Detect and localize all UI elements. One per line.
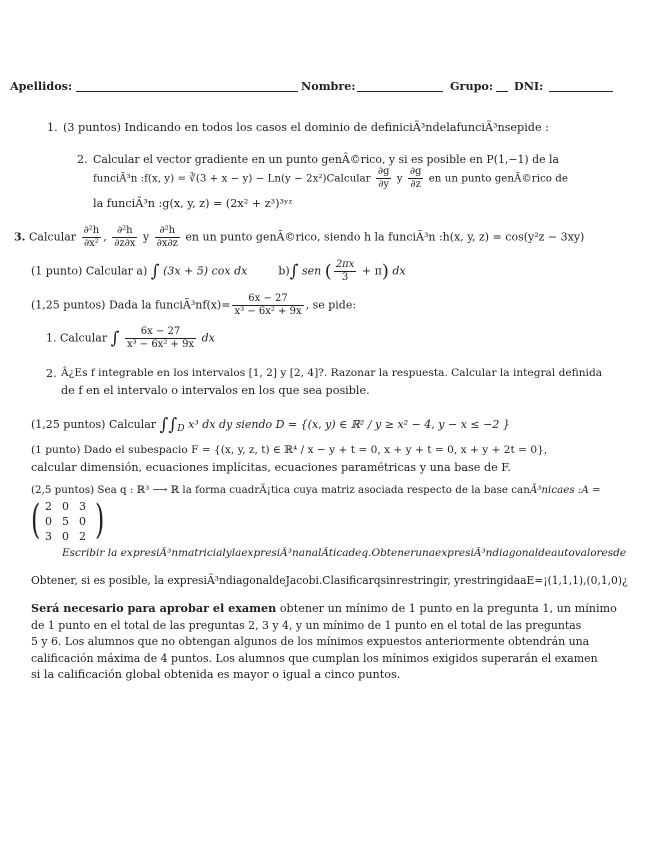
grupo-blank [496,91,508,92]
question-line-text: en un punto genÃ©rico, siendo h la funciÃ³n :h(x, y, z) = cos(y²z − 3xy) [185,230,585,244]
fraction: $\frac{2\pi x}{3}$ [335,259,355,283]
partial-fraction: $\frac{\partial g}{\partial z}$ [409,166,422,190]
question-line: calcular dimensión, ecuaciones implícitas, ecuaciones paramétricas y una base de F. [31,461,511,474]
final-note-line: de 1 punto en el total de las preguntas 2, 3 y 4, y un mínimo de 1 punto en el total de las preguntas [31,618,582,632]
question-4: (1 punto) Calcular a) ∫ (3x + 5) cox dx b)∫ sen ( $\frac{2\pi x}{3}$ + π) dx [31,259,406,283]
partial-fraction: $\frac{\text{∂²h}}{\partial x\partial z}$ [156,225,178,249]
double-integral-sign: ∫∫ [159,415,178,435]
final-note-line: 5 y 6. Los alumnos que no obtengan algunos de los mínimos expuestos anteriormente obtendrán una [31,635,590,648]
partial-fraction: $\frac{\text{∂²h}}{\partial z\partial x}$ [114,225,136,249]
apellidos-blank [76,91,298,92]
question-line-text: funciÃ³n :f(x, y) = ∛(3 + x − y) − Ln(y − 2x²)Calcular [93,172,371,185]
question-text: (3 puntos) Indicando en todos los casos el dominio de definiciÃ³ndelafunciÃ³nsepide : [63,121,549,134]
final-note-lead: Será necesario para aprobar el examen [31,601,277,615]
item-line: de f en el intervalo o intervalos en los que sea posible. [61,384,370,397]
question-line: funciÃ³n :f(x, y) = ∛(3 + x − y) − Ln(y − 2x²)Calcular $\frac{\partial g}{\partial y}$ y $\frac{\partial g}{\partial z}$ en un punto genÃ©rico de [93,166,568,190]
question-line: (1 punto) Dado el subespacio F = {(x, y, z, t) ∈ ℝ⁴ / x − y + t = 0, x + y + t = 0, x + y + 2t = 0}, [31,444,548,456]
integral-sign: ∫ [150,261,160,282]
matrix-row [45,499,86,514]
fraction: $\frac{6x - 27}{\text{x³ − 6x² + 9x}}$ [234,293,302,317]
nombre-label: Nombre: [301,79,356,93]
final-note: Será necesario para aprobar el examen obtener un mínimo de 1 punto en la pregunta 1, un mínimo de 1 punto en el total de las preguntas 2, 3 y 4, y un mínimo de 1 punto en el total de las preguntas 5 y 6. Los alumnos que no obtengan algunos de los mínimos expuestos anteriormente obtendrán una calificación máxima de 4 puntos. Los alumnos que cumplan los mínimos exigidos superarán el examen si la calificación global obtenida es mayor o igual a cinco puntos. [31,600,597,684]
matrix-cell: 3 [45,530,52,543]
final-note-line: si la calificación global obtenida es mayor o igual a cinco puntos. [31,668,401,681]
question-line: la funciÃ³n :g(x, y, z) = (2x² + z³)³ʸᶻ [93,197,293,210]
item-number: 1. [46,331,57,345]
matrix-cell: 5 [62,515,69,528]
question-line: Obtener, si es posible, la expresiÃ³ndiagonaldeJacobi.Clasificarqsinrestringir, yrestringidaaE=¡(1,1,1),(0,1,0)¿ [31,574,628,587]
question-line-text: en un punto genÃ©rico de [428,172,568,185]
integral-sign: ∫ [289,261,299,282]
partial-fraction: $\frac{\text{∂²h}}{\text{∂x²}}$ [83,225,100,249]
fraction: $\frac{6x - 27}{\text{x³ − 6x² + 9x}}$ [126,326,195,350]
matrix-cell: 2 [45,500,52,513]
integral-sign: ∫ [110,328,120,349]
apellidos-label: Apellidos: [10,79,73,93]
matrix-cell: 0 [79,515,86,528]
partial-fraction: $\frac{\partial g}{\partial y}$ [377,166,390,190]
matrix-row [45,529,86,544]
matrix-row [45,514,86,529]
matrix-cell: 0 [62,530,69,543]
grupo-label: Grupo: [450,79,493,93]
matrix-cell: 3 [79,500,86,513]
matrix-body [45,499,86,544]
question-line: Escribir la expresiÃ³nmatricialylaexpresiÃ³nanalÃticadeq.ObtenerunaexpresiÃ³ndiagonaldeautovaloresde [62,547,627,559]
question-line: Calcular el vector gradiente en un punto genÃ©rico, y si es posible en P(1,−1) de la [93,153,559,166]
final-note-line: calificación máxima de 4 puntos. Los alumnos que cumplan los mínimos exigidos superarán el examen [31,651,598,665]
matrix-cell: 0 [62,500,69,513]
question-number: 2. [77,153,88,166]
dni-blank [549,91,613,92]
item-number: 2. [46,367,57,380]
nombre-blank [357,91,443,92]
matrix-cell: 2 [79,530,86,543]
item-line: Â¿Es f integrable en los intervalos [1, 2] y [2, 4]?. Razonar la respuesta. Calcular la integral definida [61,367,603,379]
question-3: 3. Calcular $\frac{\text{∂²h}}{\text{∂x²}}$ , $\frac{\text{∂²h}}{\partial z\partial x}$ y $\frac{\text{∂²h}}{\partial x\partial z}$ en un punto genÃ©rico, siendo h la funciÃ³n :h(x, y, z) = cos(y²z − 3xy) [14,225,585,249]
question-number: 1. [47,121,58,134]
matrix-cell: 0 [45,515,52,528]
question-5: (1,25 puntos) Dada la funciÃ³nf(x)= $\frac{6x - 27}{\text{x³ − 6x² + 9x}}$ , se pide: [31,293,357,317]
dni-label: DNI: [514,79,544,93]
question-6: (1,25 puntos) Calcular $\int\int_D$ x³ dx dy siendo D = {(x, y) ∈ ℝ² / y ≥ x² − 4, y − x ≤ −2 } [31,415,510,435]
question-line: (2,5 puntos) Sea q : ℝ³ ⟶ ℝ la forma cuadrÃ¡tica cuya matriz asociada respecto de la base canÃ³nicaes :A = [31,484,601,496]
question-number: 3. [14,230,26,244]
question-5-item-1: 1. Calcular ∫ $\frac{6x - 27}{\text{x³ − 6x² + 9x}}$ dx [46,326,215,350]
